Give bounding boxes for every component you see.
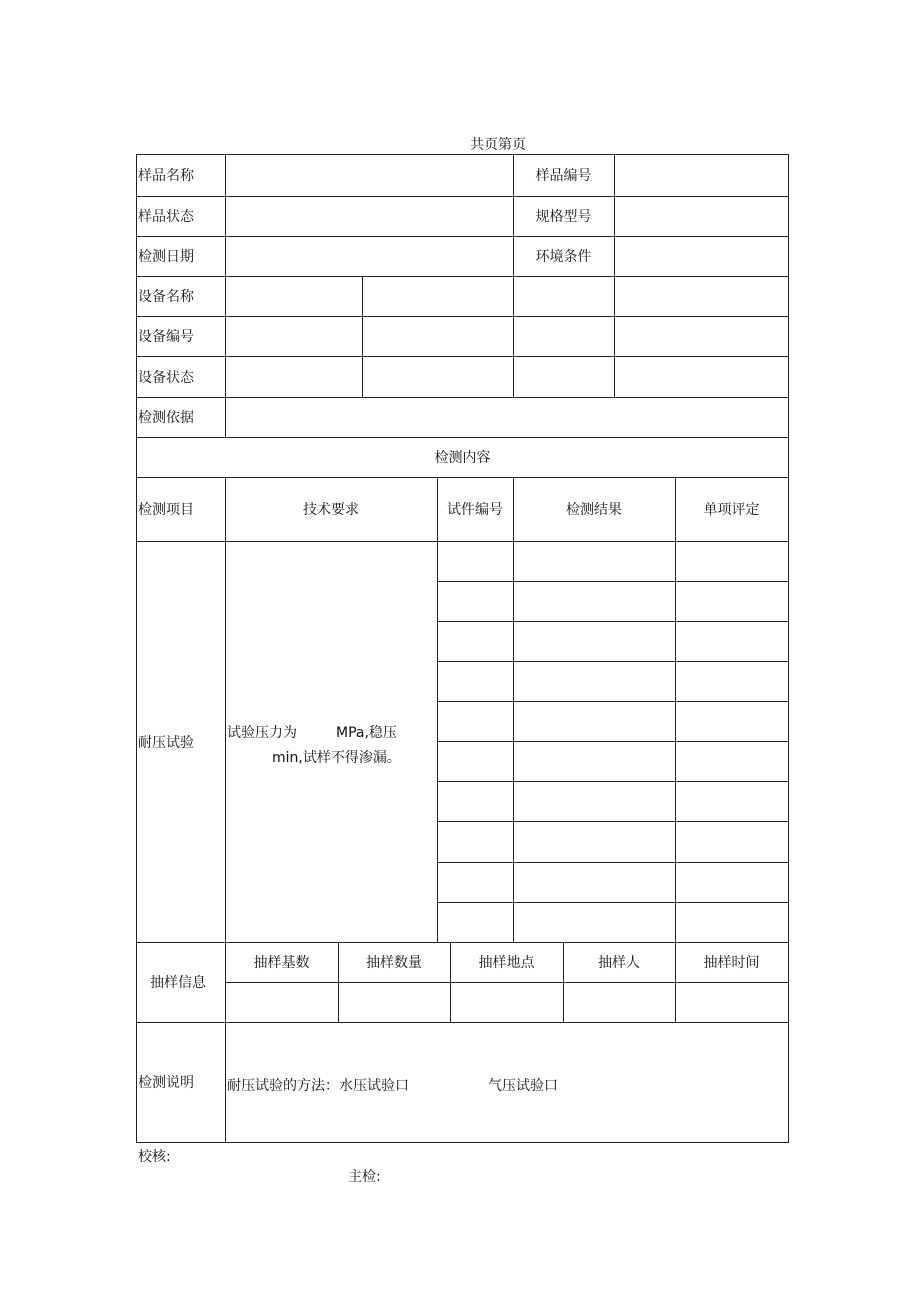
equipment-name-label: 设备名称 — [138, 289, 194, 305]
sampling-info-label: 抽样信息 — [150, 975, 206, 991]
spec-model-label: 规格型号 — [535, 209, 592, 225]
evaluation-header: 单项评定 — [703, 502, 760, 518]
page-counter: 共页第页 — [470, 137, 526, 153]
test-basis-label: 检测依据 — [138, 410, 194, 426]
test-item-header: 检测项目 — [138, 502, 194, 518]
requirement-line2: min,试样不得渗漏。 — [272, 750, 401, 766]
env-condition-label: 环境条件 — [535, 249, 592, 265]
sample-id-label: 样品编号 — [535, 168, 592, 184]
equipment-state-label: 设备状态 — [138, 369, 194, 386]
requirement-header: 技术要求 — [303, 502, 359, 518]
test-content-title: 检测内容 — [434, 450, 491, 466]
sampler-header: 抽样人 — [598, 955, 640, 971]
inspector-label: 主检: — [348, 1169, 381, 1185]
gas-pressure-text: 气压试验口 — [488, 1078, 558, 1094]
specimen-no-header: 试件编号 — [447, 502, 503, 518]
sample-state-label: 样品状态 — [138, 209, 194, 225]
pressure-test-item: 耐压试验 — [138, 734, 194, 751]
requirement-unit: MPa,稳压 — [336, 725, 397, 741]
equipment-id-label: 设备编号 — [138, 329, 194, 345]
result-header: 检测结果 — [566, 502, 622, 518]
sampling-location-header: 抽样地点 — [478, 955, 535, 971]
test-notes-label: 检测说明 — [138, 1075, 194, 1091]
sampling-qty-header: 抽样数量 — [366, 955, 422, 971]
sampling-base-header: 抽样基数 — [253, 955, 310, 971]
reviewer-label: 校核: — [138, 1149, 171, 1165]
sampling-time-header: 抽样时间 — [703, 955, 760, 971]
test-date-label: 检测日期 — [138, 249, 194, 265]
requirement-line1: 试验压力为 — [227, 725, 297, 741]
inspection-record-form — [136, 154, 789, 1144]
sample-name-label: 样品名称 — [138, 168, 194, 184]
method-text: 耐压试验的方法：水压试验口 — [227, 1078, 409, 1094]
